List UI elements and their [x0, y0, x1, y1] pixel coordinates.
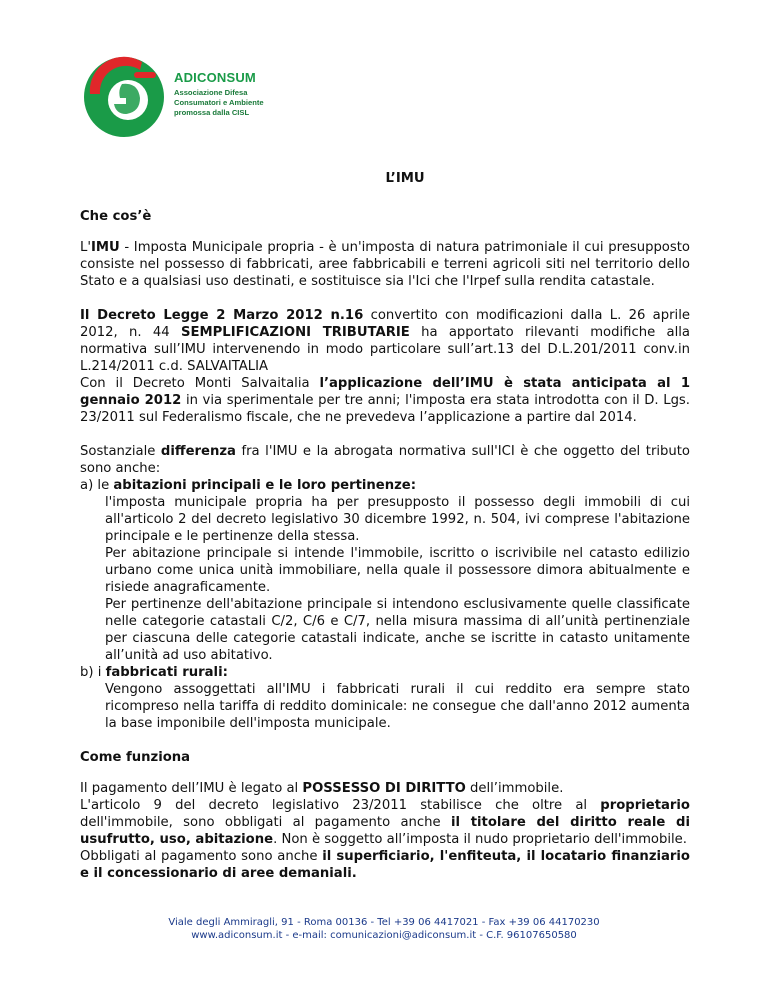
paragraph-definition: L'IMU - Imposta Municipale propria - è un'imposta di natura patrimoniale il cui presupposto consiste nel possesso di fabbricati, aree fabbricabili e terreni agricoli siti nel territorio dello Stato e a qualsiasi uso destinati, e sostituisce sia l'Ici che l'Irpef sulla rendita catastale.: [80, 240, 690, 289]
adiconsum-emblem-icon: [82, 54, 168, 140]
logo-tagline: [174, 88, 294, 118]
logo-tagline-line: Consumatori e Ambiente: [174, 98, 264, 107]
logo-name: ADICONSUM: [174, 70, 256, 85]
section-heading-che-cose: Che cos’è: [80, 209, 152, 224]
paragraph-obbligati: L'articolo 9 del decreto legislativo 23/2011 stabilisce che oltre al proprietario dell'immobile, sono obbligati al pagamento anche il titolare del diritto reale di usufrutto, uso, abitazione. Non è soggetto all’imposta il nudo proprietario dell'immobile.: [80, 798, 690, 847]
footer-contacts: www.adiconsum.it - e-mail: comunicazioni@adiconsum.it - C.F. 96107650580: [191, 930, 577, 941]
paragraph-decreto-legge: Il Decreto Legge 2 Marzo 2012 n.16 convertito con modificazioni dalla L. 26 aprile 2012, n. 44 SEMPLIFICAZIONI TRIBUTARIE ha apportato rilevanti modifiche alla normativa sull’IMU intervenendo in modo particolare sull’art.13 del D.L.201/2011 conv.in L.214/2011 c.d. SALVAITALIA: [80, 308, 690, 374]
list-item-b-heading: b) i fabbricati rurali:: [80, 665, 228, 680]
logo-tagline-line: Associazione Difesa: [174, 88, 248, 97]
list-item-a-heading: a) le abitazioni principali e le loro pertinenze:: [80, 478, 417, 493]
paragraph-differenza: Sostanziale differenza fra l'IMU e la abrogata normativa sull'ICI è che oggetto del tributo sono anche:: [80, 444, 690, 476]
page-footer: [0, 916, 768, 942]
paragraph-altri-obbligati: Obbligati al pagamento sono anche il superficiario, l'enfiteuta, il locatario finanziario e il concessionario di aree demaniali.: [80, 849, 690, 881]
list-item-a-text: l'imposta municipale propria ha per presupposto il possesso degli immobili di cui all'articolo 2 del decreto legislativo 30 dicembre 1992, n. 504, ivi comprese l'abitazione principale e le pertinenze della stessa.: [105, 495, 690, 544]
list-item-b-text: Vengono assoggettati all'IMU i fabbricati rurali il cui reddito era sempre stato ricompreso nella tariffa di reddito dominicale: ne consegue che dall'anno 2012 aumenta la base imponibile dell'imposta municipale.: [105, 682, 690, 731]
list-item-a-text: Per pertinenze dell'abitazione principale si intendono esclusivamente quelle classificate nelle categorie catastali C/2, C/6 e C/7, nella misura massima di all’unità pertinenziale per ciascuna delle categorie catastali indicate, anche se iscritte in catasto unitamente all’unità ad uso abitativo.: [105, 597, 690, 663]
document-body: [80, 162, 690, 882]
section-heading-come-funziona: Come funziona: [80, 750, 191, 765]
adiconsum-logo: [82, 54, 342, 138]
paragraph-salvaitalia: Con il Decreto Monti Salvaitalia l’applicazione dell’IMU è stata anticipata al 1 gennaio 2012 in via sperimentale per tre anni; l'imposta era stata introdotta con il D. Lgs. 23/2011 sul Federalismo fiscale, che ne prevedeva l’applicazione a partire dal 2014.: [80, 376, 690, 425]
logo-tagline-line: promossa dalla CISL: [174, 108, 250, 117]
paragraph-possesso: Il pagamento dell’IMU è legato al POSSESSO DI DIRITTO dell’immobile.: [80, 781, 564, 796]
list-item-a-text: Per abitazione principale si intende l'immobile, iscritto o iscrivibile nel catasto edilizio urbano come unica unità immobiliare, nella quale il possessore dimora abitualmente e risiede anagraficamente.: [105, 546, 690, 595]
document-title: L’IMU: [385, 171, 425, 186]
footer-address: Viale degli Ammiragli, 91 - Roma 00136 - Tel +39 06 4417021 - Fax +39 06 44170230: [168, 917, 600, 928]
